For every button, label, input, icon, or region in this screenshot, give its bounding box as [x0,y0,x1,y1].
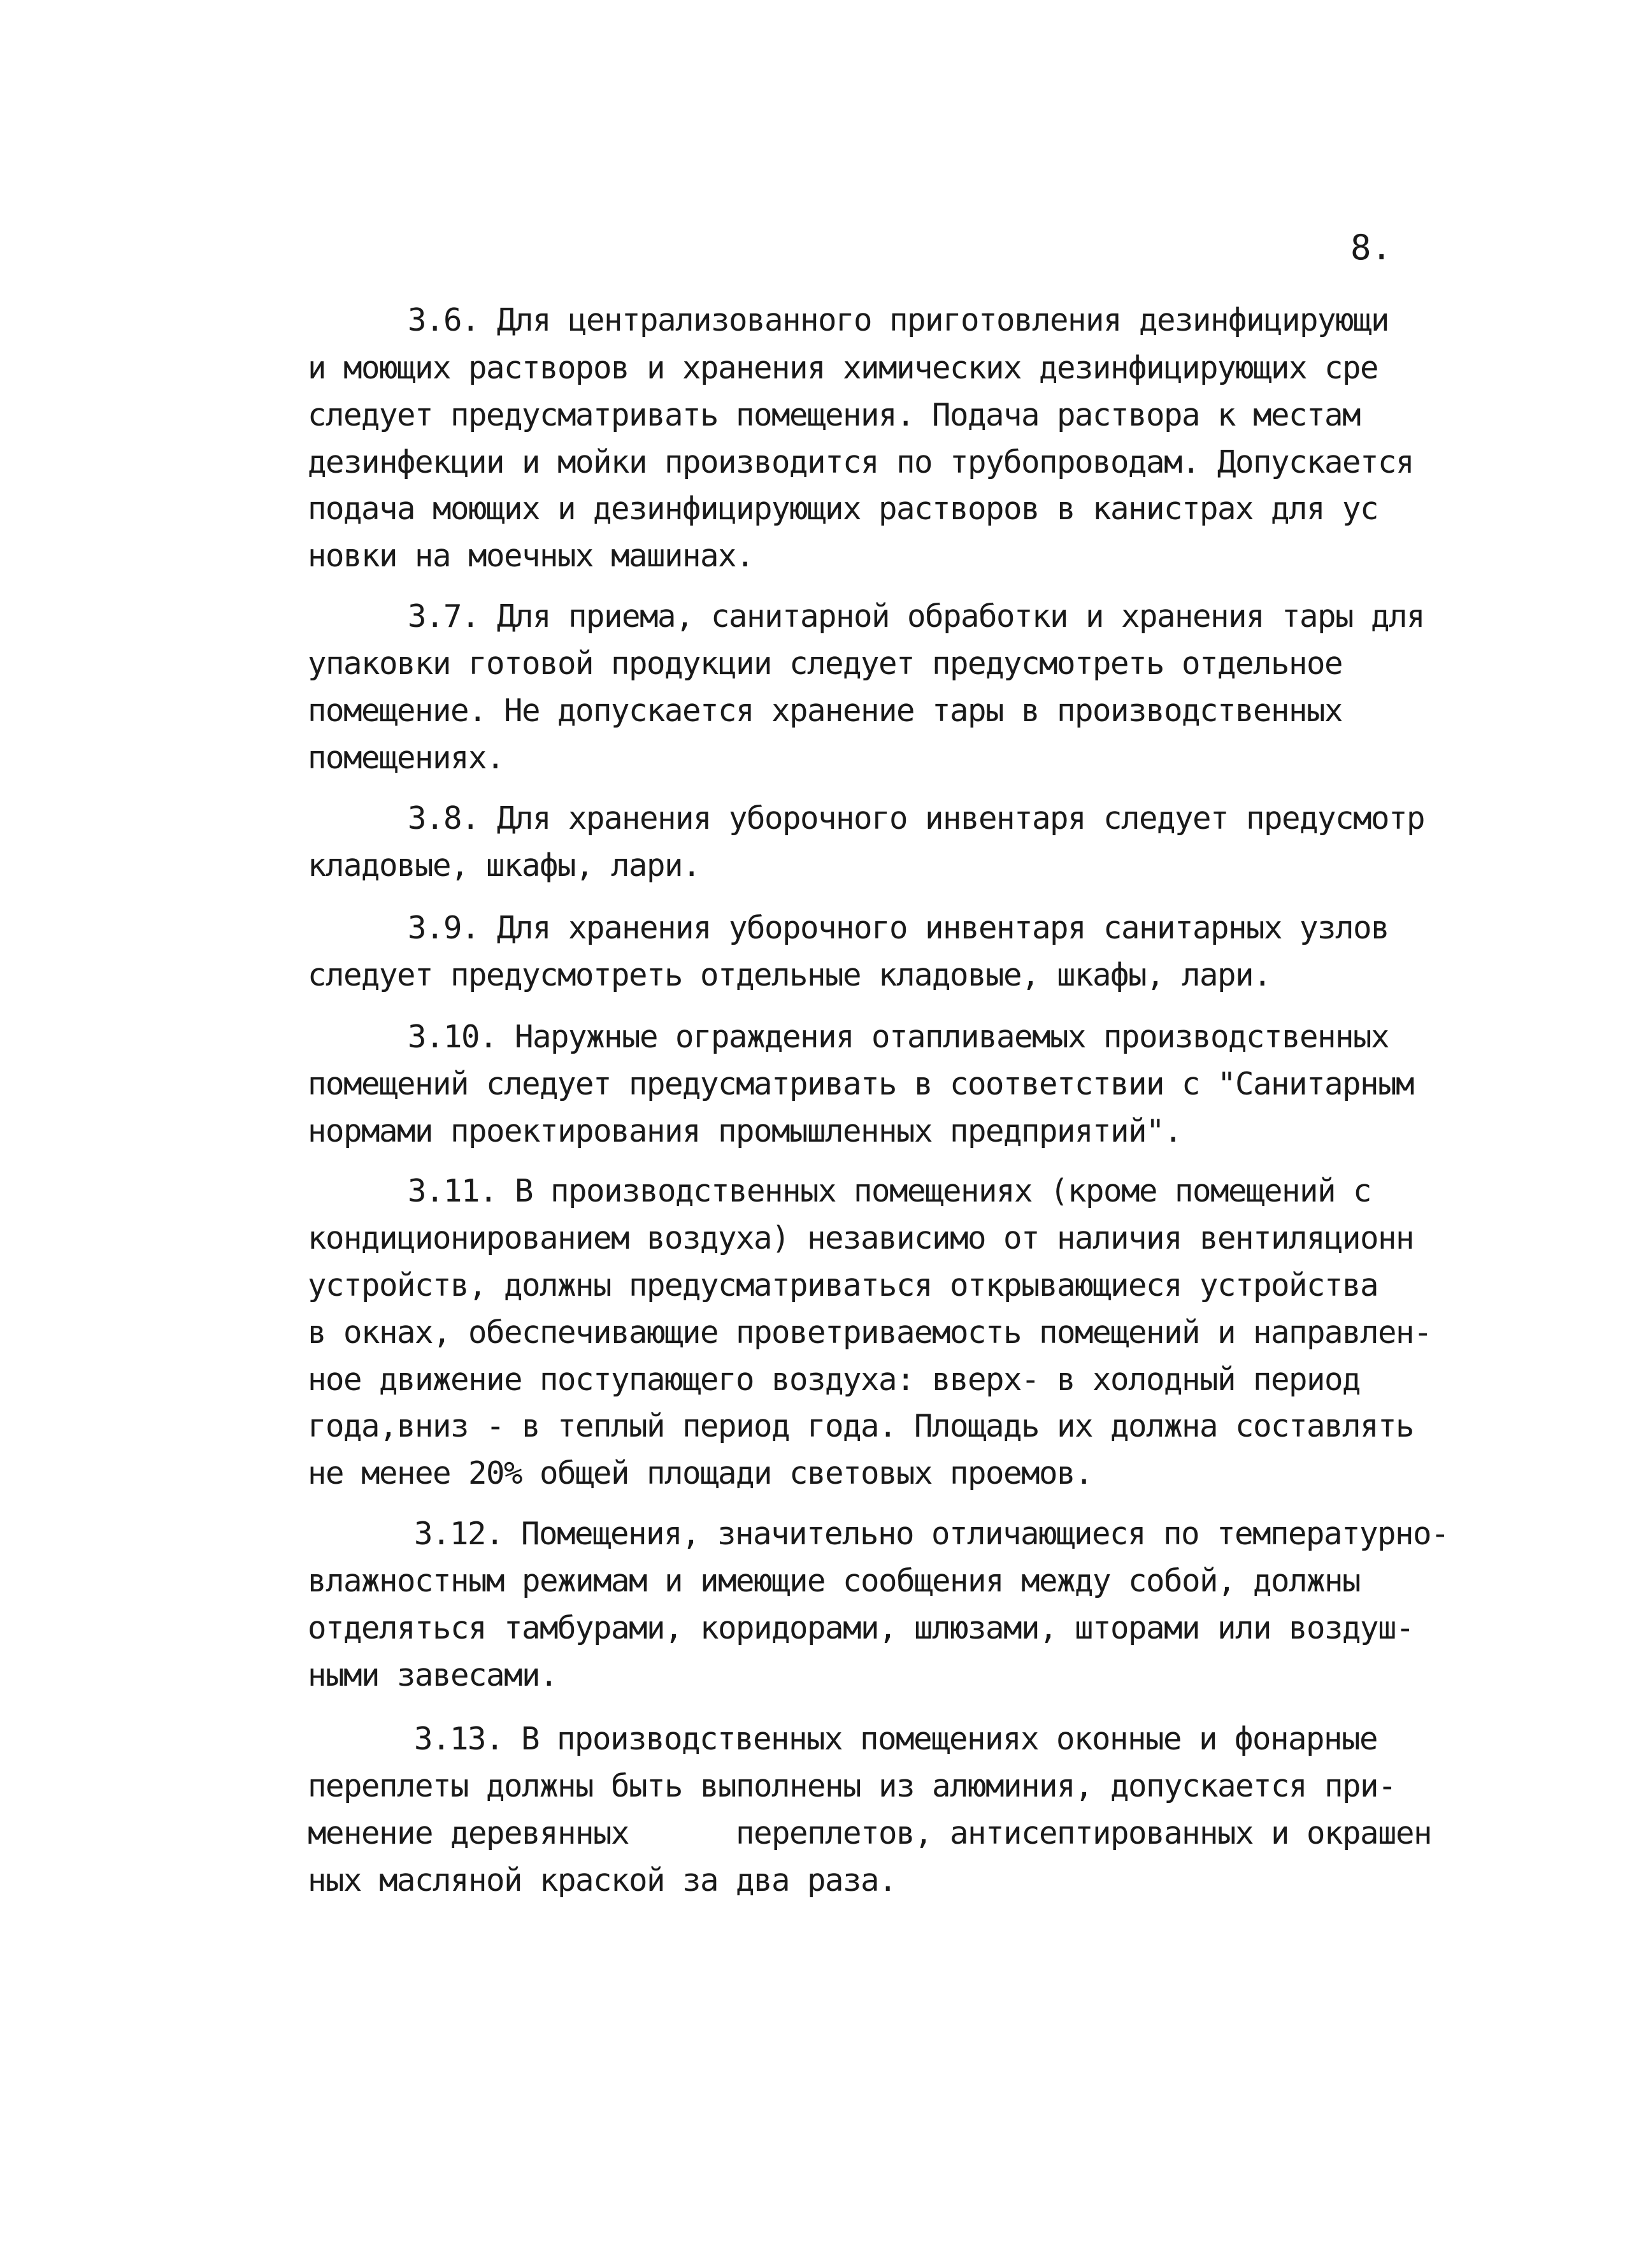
text-line: 3.7. Для приема, санитарной обработки и хранения тары для [408,598,1425,635]
text-line: не менее 20% общей площади световых проемов. [308,1455,1093,1491]
text-line: кондиционированием воздуха) независимо от наличия вентиляционн [308,1220,1414,1256]
text-line: помещениях. [308,740,505,776]
text-line: следует предусмотреть отдельные кладовые, шкафы, лари. [308,957,1271,993]
text-line: следует предусматривать помещения. Подача раствора к местам [308,397,1361,433]
text-line: 3.10. Наружные ограждения отапливаемых производственных [408,1019,1389,1055]
text-line: устройств, должны предусматриваться открывающиеся устройства [308,1267,1378,1303]
text-line: нормами проектирования промышленных предприятий". [308,1113,1182,1149]
text-line: помещений следует предусматривать в соответствии с "Санитарным [308,1066,1414,1102]
text-line: ное движение поступающего воздуха: вверх- в холодный период [308,1361,1361,1398]
text-line: 3.8. Для хранения уборочного инвентаря следует предусмотр [408,800,1425,836]
text-line: ных масляной краской за два раза. [308,1862,897,1898]
text-line: дезинфекции и мойки производится по трубопроводам. Допускается [308,444,1414,480]
page-number: 8. [1350,227,1392,268]
text-line: менение деревянных переплетов, антисептированных и окрашен [308,1815,1432,1851]
text-line: в окнах, обеспечивающие проветриваемость помещений и направлен- [308,1314,1432,1351]
text-line: подача моющих и дезинфицирующих растворов в канистрах для ус [308,491,1378,527]
text-line: 3.12. Помещения, значительно отличающиеся по температурно- [414,1516,1449,1552]
text-line: кладовые, шкафы, лари. [308,847,701,884]
text-line: 3.11. В производственных помещениях (кроме помещений с [408,1173,1371,1209]
text-line: 3.13. В производственных помещениях оконные и фонарные [414,1721,1378,1757]
text-line: отделяться тамбурами, коридорами, шлюзами, шторами или воздуш- [308,1610,1414,1646]
text-line: помещение. Не допускается хранение тары в производственных [308,693,1343,729]
text-line: переплеты должны быть выполнены из алюминия, допускается при- [308,1768,1396,1804]
text-line: и моющих растворов и хранения химических дезинфицирующих сре [308,350,1378,386]
text-line: года,вниз - в теплый период года. Площадь их должна составлять [308,1408,1414,1444]
text-line: влажностным режимам и имеющие сообщения между собой, должны [308,1563,1361,1599]
text-line: ными завесами. [308,1657,558,1693]
text-line: 3.6. Для централизованного приготовления дезинфицирующи [408,302,1389,338]
text-line: новки на моечных машинах. [308,538,754,574]
text-line: упаковки готовой продукции следует предусмотреть отдельное [308,645,1343,682]
text-line: 3.9. Для хранения уборочного инвентаря санитарных узлов [408,910,1389,946]
